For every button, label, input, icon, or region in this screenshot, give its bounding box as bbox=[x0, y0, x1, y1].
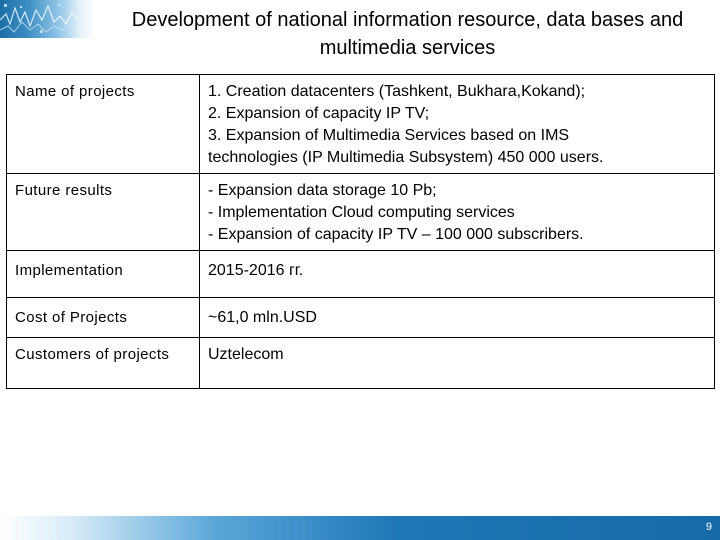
project-info-table bbox=[6, 74, 715, 389]
value-line: - Expansion data storage 10 Pb; bbox=[208, 182, 437, 199]
row-value bbox=[200, 75, 715, 174]
table-row-name-of-projects bbox=[7, 75, 715, 174]
value-line: ~61,0 mln.USD bbox=[208, 309, 317, 326]
row-label: Name of projects bbox=[7, 75, 200, 174]
value-line: - Implementation Cloud computing services bbox=[208, 204, 515, 221]
row-value bbox=[200, 251, 715, 298]
value-line: 3. Expansion of Multimedia Services based on IMS bbox=[208, 127, 570, 144]
data-wave-graphic bbox=[0, 0, 95, 38]
row-label: Cost of Projects bbox=[7, 298, 200, 338]
value-line: 1. Creation datacenters (Tashkent, Bukhara,Kokand); bbox=[208, 83, 586, 100]
page-number: 9 bbox=[705, 521, 712, 533]
title-line-2: multimedia services bbox=[319, 37, 496, 59]
value-line: 2015-2016 гг. bbox=[208, 262, 304, 279]
value-line: - Expansion of capacity IP TV – 100 000 subscribers. bbox=[208, 226, 584, 243]
table-row-customers bbox=[7, 338, 715, 389]
row-value bbox=[200, 174, 715, 251]
row-value bbox=[200, 338, 715, 389]
value-line: Uztelecom bbox=[208, 346, 284, 363]
logo-banner bbox=[0, 0, 95, 38]
row-label: Future results bbox=[7, 174, 200, 251]
row-value bbox=[200, 298, 715, 338]
table-row-cost-of-projects bbox=[7, 298, 715, 338]
row-label: Customers of projects bbox=[7, 338, 200, 389]
page-title bbox=[95, 6, 720, 62]
title-line-1: Development of national information resource, data bases and bbox=[131, 9, 684, 31]
value-line: 2. Expansion of capacity IP TV; bbox=[208, 105, 430, 122]
row-label: Implementation bbox=[7, 251, 200, 298]
value-line: technologies (IP Multimedia Subsystem) 450 000 users. bbox=[208, 149, 604, 166]
table-row-implementation bbox=[7, 251, 715, 298]
footer-bar bbox=[0, 516, 720, 540]
table-row-future-results bbox=[7, 174, 715, 251]
